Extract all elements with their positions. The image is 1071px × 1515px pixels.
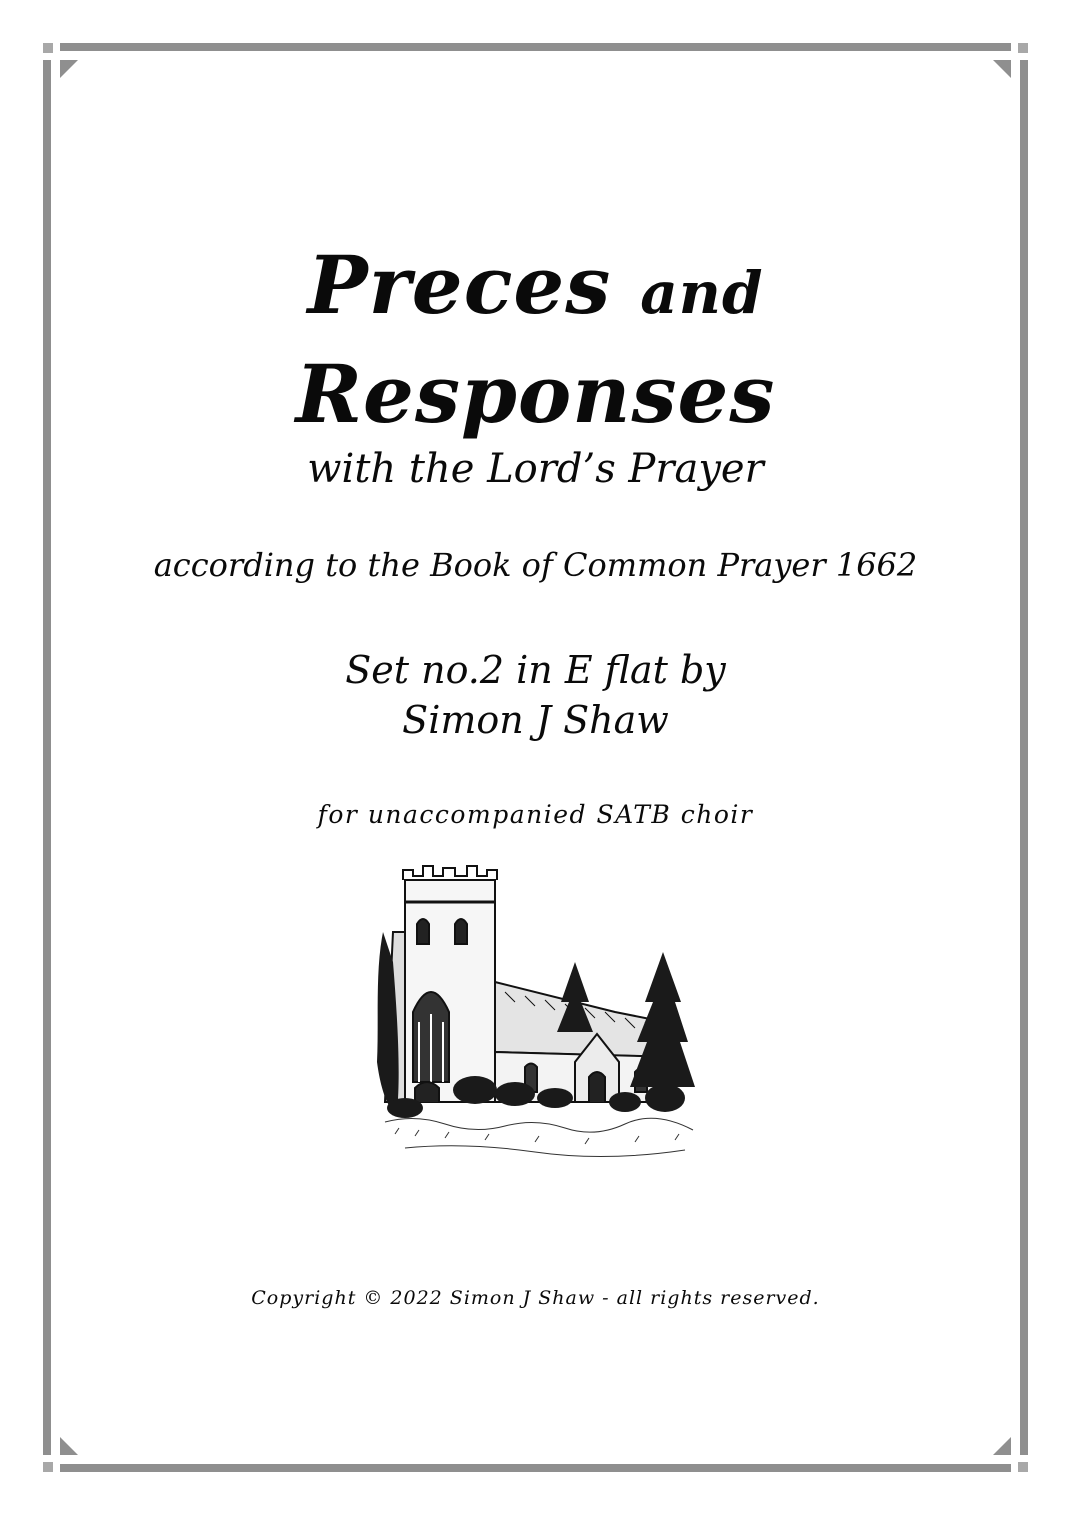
corner-ornament-bottom-left (60, 1437, 78, 1455)
corner-ornament-bottom-right (993, 1437, 1011, 1455)
corner-ornament-top-right (993, 60, 1011, 78)
page-border-top (60, 43, 1011, 51)
corner-square-bottom-left (43, 1462, 53, 1472)
corner-square-top-left (43, 43, 53, 53)
page-border-bottom (60, 1464, 1011, 1472)
according-line: according to the Book of Common Prayer 1662 (153, 546, 918, 584)
title-word-and: and (640, 259, 764, 327)
corner-square-bottom-right (1018, 1462, 1028, 1472)
title-line-2 (0, 347, 1071, 441)
choir-line: for unaccompanied SATB choir (317, 800, 754, 829)
title-word-preces: Preces (307, 238, 612, 332)
copyright-notice: Copyright © 2022 Simon J Shaw - all rights reserved. (251, 1287, 820, 1309)
author-line: Simon J Shaw (402, 698, 669, 742)
title-word-responses: Responses (295, 347, 776, 441)
corner-ornament-top-left (60, 60, 78, 78)
title-line-1 (0, 238, 1071, 332)
set-line: Set no.2 in E flat by (345, 648, 726, 692)
subtitle: with the Lord’s Prayer (307, 446, 764, 492)
church-illustration (375, 862, 700, 1162)
corner-square-top-right (1018, 43, 1028, 53)
